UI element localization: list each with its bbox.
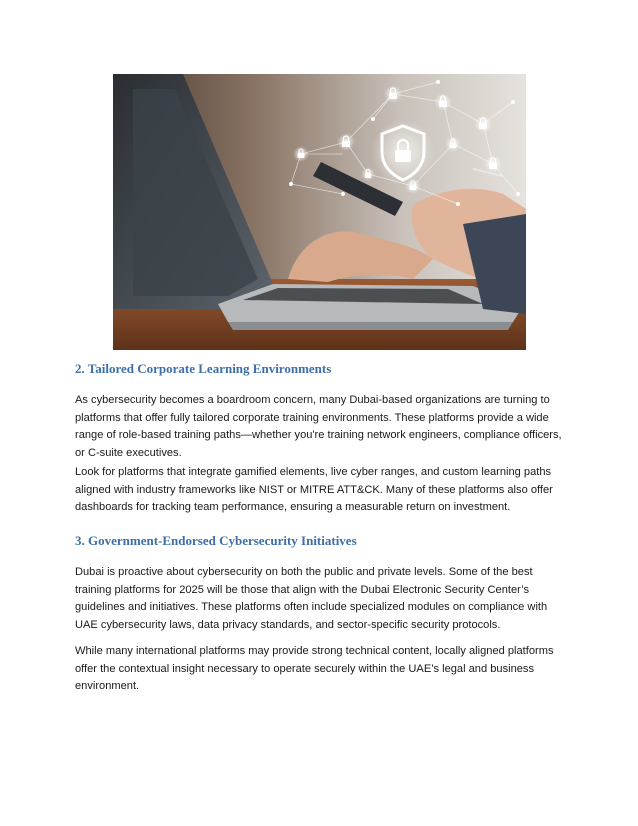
section-heading-government-initiatives: 3. Government-Endorsed Cybersecurity Initiatives [75,533,357,548]
padlock-icon [484,155,502,173]
hero-image [113,74,526,350]
padlock-icon [384,85,402,103]
padlock-icon [474,115,492,133]
paragraph-tailored-intro: As cybersecurity becomes a boardroom concern, many Dubai-based organizations are turning to platforms that offer fully tailored corporate training environments. These platforms provide a wide range of role-based training paths—whether you're training network engineers, compliance officers, or C-suite executives. [75,394,562,460]
section-heading-tailored-learning: 2. Tailored Corporate Learning Environments [75,361,332,376]
padlock-icon [434,93,452,111]
shield-lock-icon [371,120,435,184]
padlock-icon [445,136,461,152]
paragraph-government-intro: Dubai is proactive about cybersecurity on both the public and private levels. Some of the best training platforms for 2025 will be those that align with the Dubai Electronic Security Center’s guidelines and initiatives. These platforms often include specialized modules on compliance with UAE cybersecurity laws, data privacy standards, and sector-specific security protocols. [75,566,548,632]
padlock-icon [361,167,375,181]
paragraph-tailored-platforms: Look for platforms that integrate gamified elements, live cyber ranges, and custom learning paths aligned with industry frameworks like NIST or MITRE ATT&CK. Many of these platforms also offer dashboards for tracking team performance, ensuring a measurable return on investment. [75,466,553,514]
padlock-icon [293,146,309,162]
paragraph-government-local: While many international platforms may provide strong technical content, locally aligned platforms offer the contextual insight necessary to operate securely within the UAE’s legal and business environment. [75,645,554,693]
padlock-icon [337,133,355,151]
